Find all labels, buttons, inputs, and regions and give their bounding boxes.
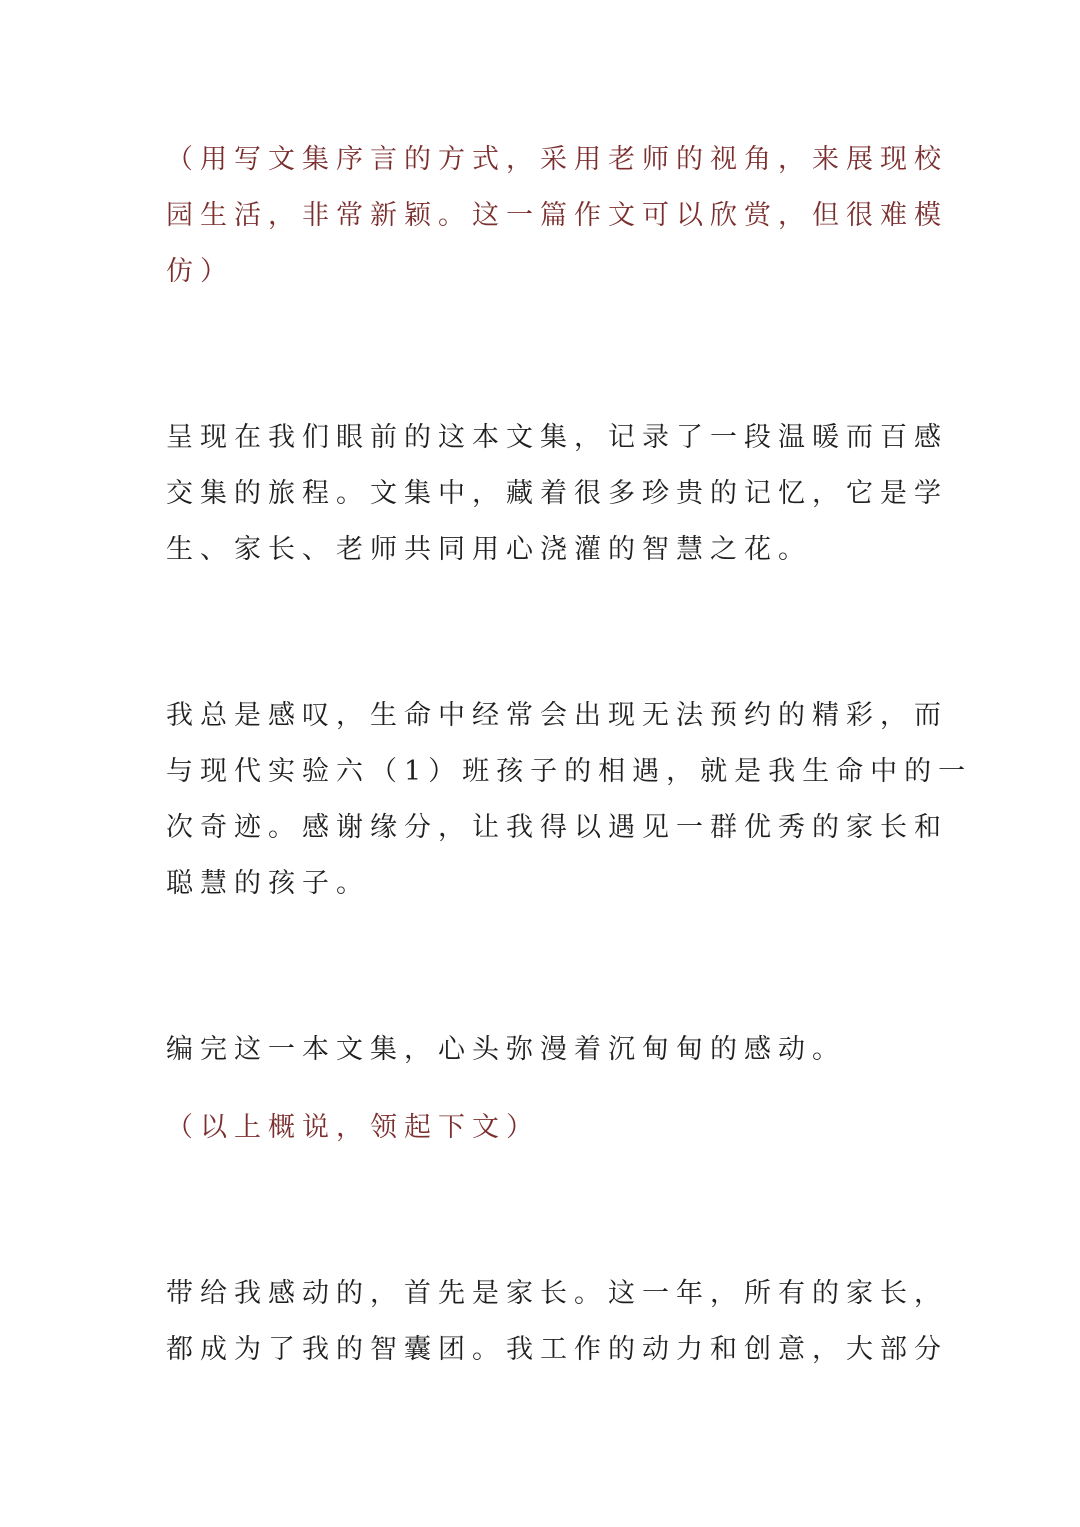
commentary-note-summary bbox=[166, 1100, 914, 1156]
paragraph-1 bbox=[166, 410, 948, 578]
text-line: 聪慧的孩子。 bbox=[166, 868, 370, 899]
text-line: 仿） bbox=[166, 256, 234, 287]
text-line: 交集的旅程。文集中，藏着很多珍贵的记忆，它是学 bbox=[166, 478, 948, 509]
text-line: 与现代实验六（1）班孩子的相遇，就是我生命中的一 bbox=[166, 756, 973, 787]
text-line: 呈现在我们眼前的这本文集，记录了一段温暖而百感 bbox=[166, 422, 948, 453]
paragraph-4 bbox=[166, 1266, 948, 1378]
text-line: 我总是感叹，生命中经常会出现无法预约的精彩，而 bbox=[166, 700, 948, 731]
document-page bbox=[166, 0, 973, 1527]
text-line: 园生活，非常新颖。这一篇作文可以欣赏，但很难模 bbox=[166, 200, 948, 231]
paragraph-3 bbox=[166, 1022, 914, 1078]
text-line: 都成为了我的智囊团。我工作的动力和创意，大部分 bbox=[166, 1334, 948, 1365]
text-line: （以上概说，领起下文） bbox=[166, 1112, 540, 1143]
commentary-note-intro bbox=[166, 132, 948, 300]
text-line: 生、家长、老师共同用心浇灌的智慧之花。 bbox=[166, 534, 812, 565]
text-line: （用写文集序言的方式，采用老师的视角，来展现校 bbox=[166, 144, 948, 175]
text-line: 编完这一本文集，心头弥漫着沉甸甸的感动。 bbox=[166, 1034, 846, 1065]
text-line: 带给我感动的，首先是家长。这一年，所有的家长， bbox=[166, 1278, 948, 1309]
paragraph-2 bbox=[166, 688, 973, 912]
text-line: 次奇迹。感谢缘分，让我得以遇见一群优秀的家长和 bbox=[166, 812, 948, 843]
